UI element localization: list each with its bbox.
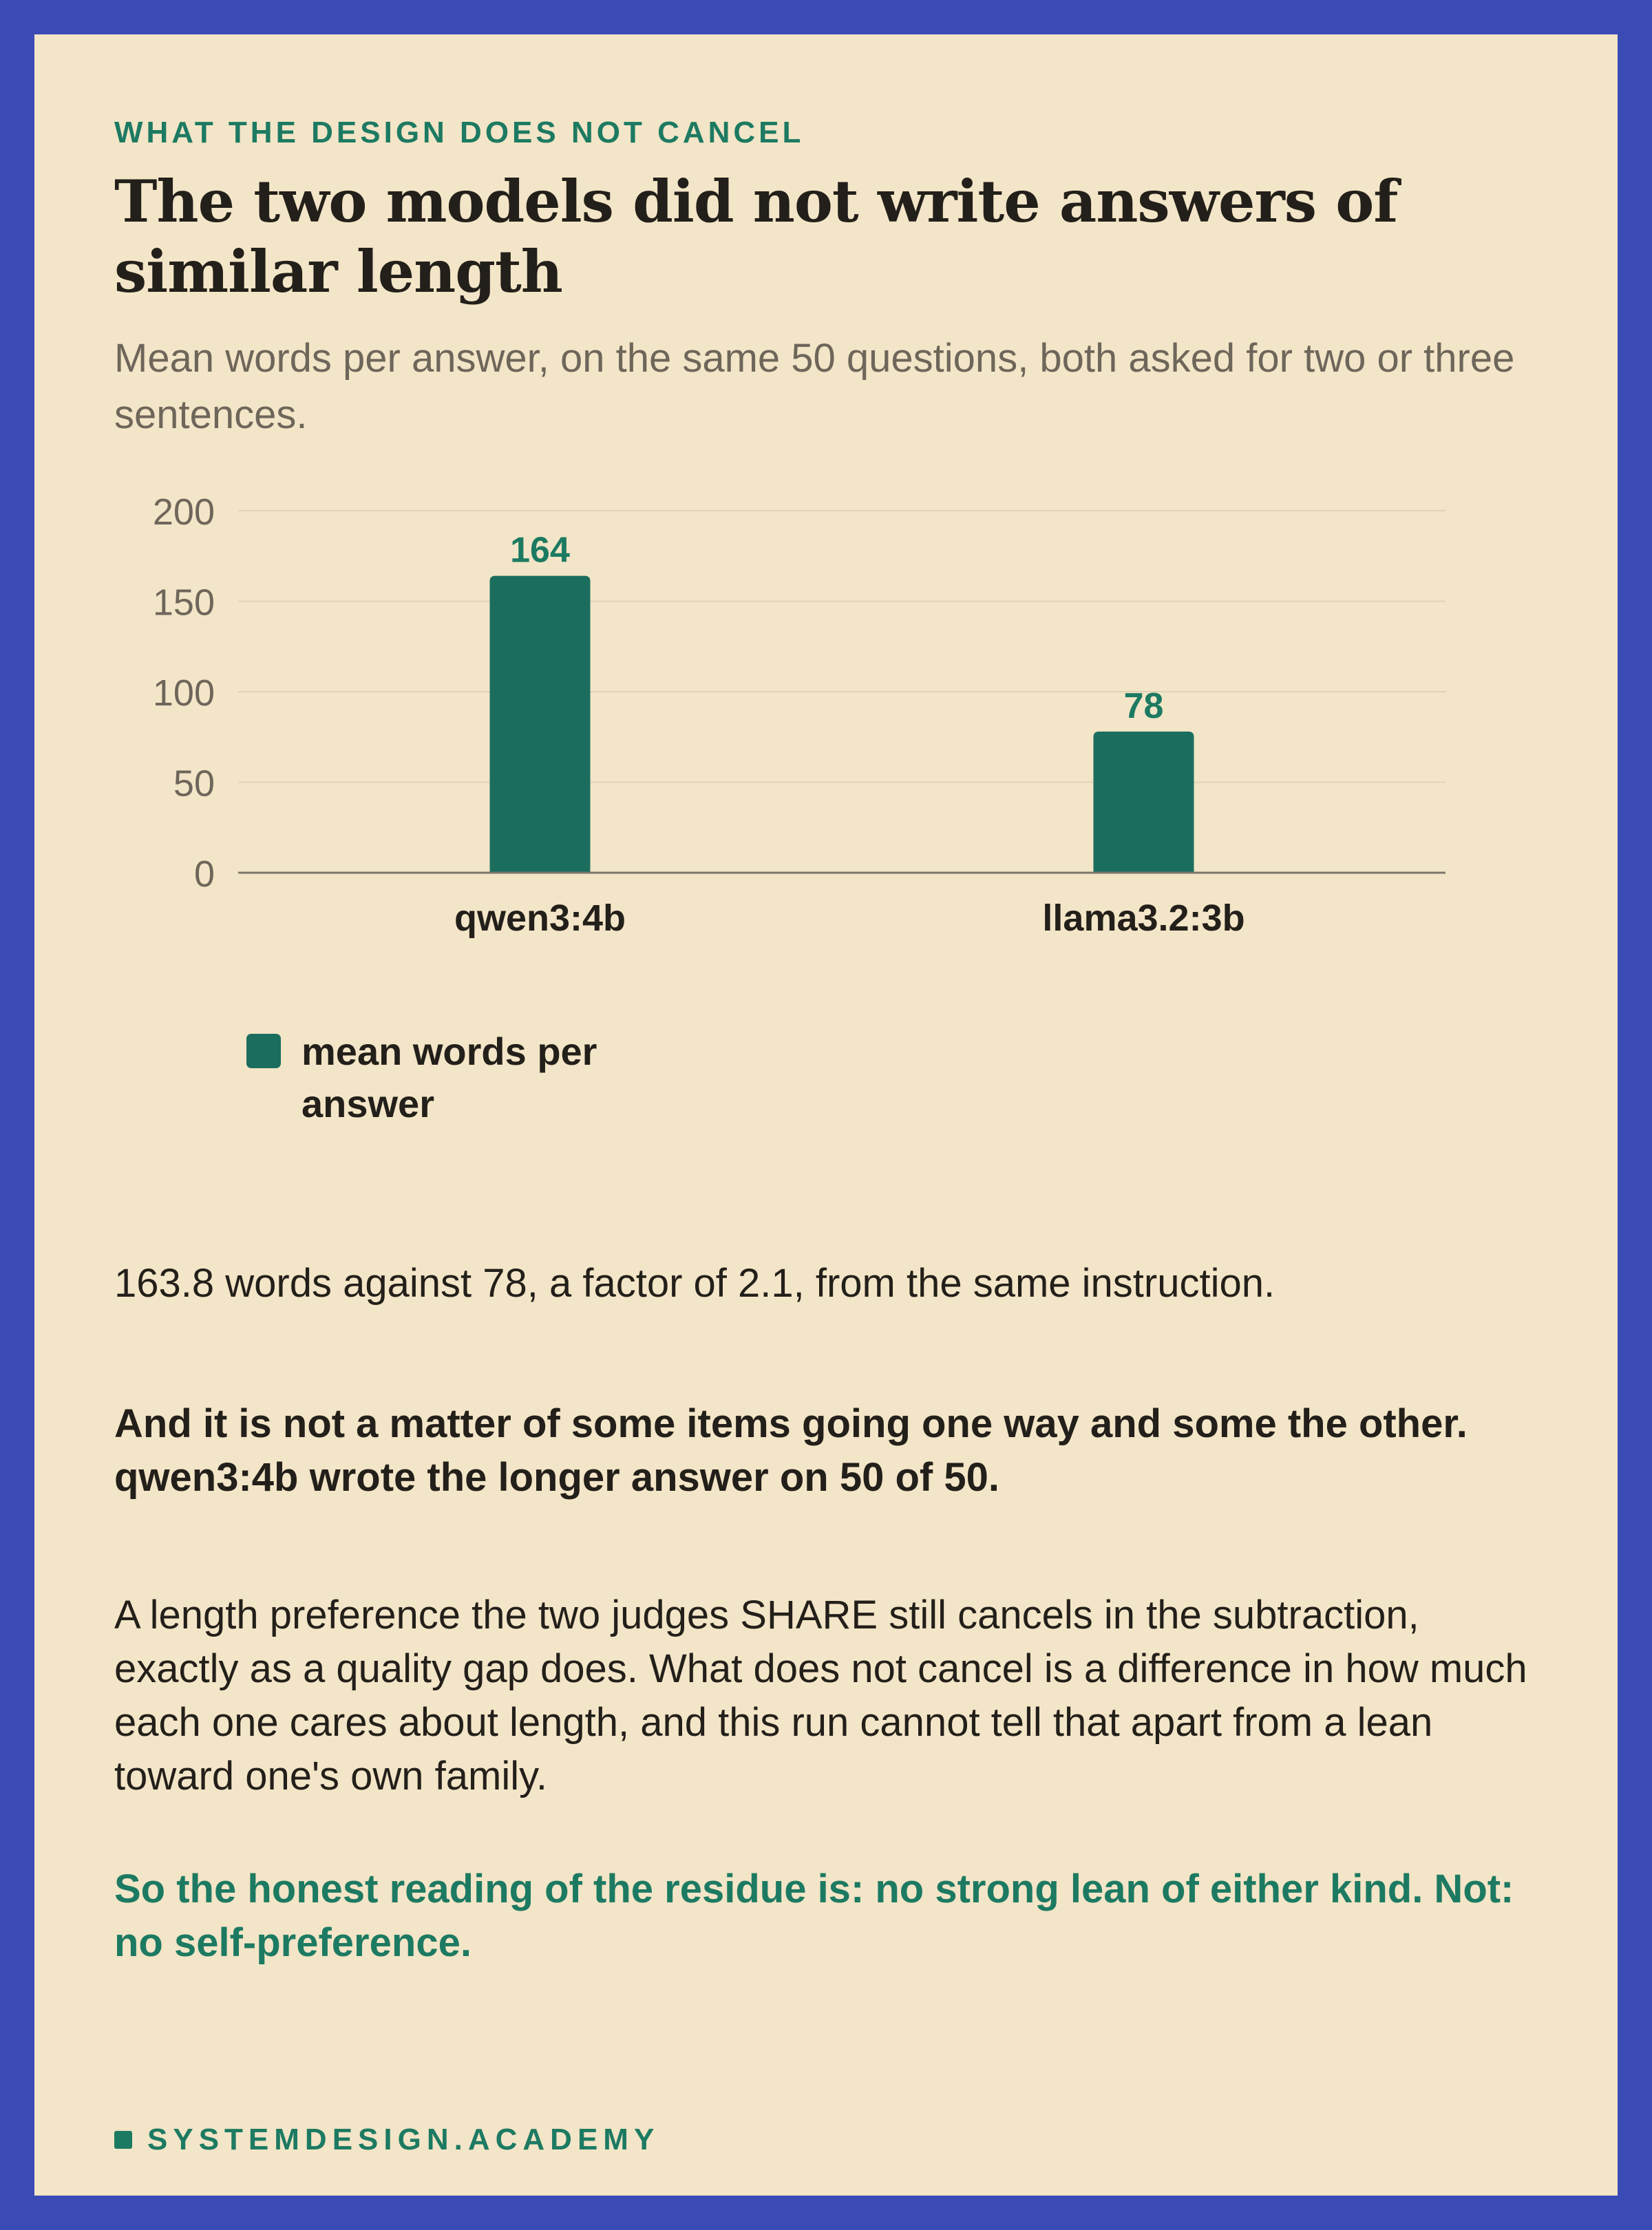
legend-swatch <box>246 1034 281 1068</box>
paragraph-consistency: And it is not a matter of some items going one way and some the other. qwen3:4b wrote the longer answer on 50 of 50. <box>114 1401 1468 1500</box>
card <box>34 34 1618 2196</box>
x-tick-label: qwen3:4b <box>454 898 626 939</box>
paragraph-conclusion: So the honest reading of the residue is: no strong lean of either kind. Not: no self-preference. <box>114 1867 1514 1965</box>
y-tick-label: 100 <box>152 672 215 714</box>
footer-brand: SYSTEMDESIGN.ACADEMY <box>147 2123 660 2156</box>
y-tick-label: 200 <box>152 491 215 533</box>
y-tick-label: 50 <box>173 763 215 805</box>
x-tick-label: llama3.2:3b <box>1042 898 1245 939</box>
eyebrow: WHAT THE DESIGN DOES NOT CANCEL <box>114 116 805 149</box>
bar <box>490 576 591 873</box>
y-tick-label: 0 <box>193 853 215 895</box>
paragraph-explanation: A length preference the two judges SHARE still cancels in the subtraction, exactly as a quality gap does. What does not cancel is a difference in how much each one cares about length, and this run cannot tell that apart from a lean toward one's own family. <box>114 1593 1527 1798</box>
paragraph-ratio: 163.8 words against 78, a factor of 2.1, from the same instruction. <box>114 1261 1275 1306</box>
brand-mark-icon <box>114 2131 132 2149</box>
footer <box>114 2123 659 2157</box>
bar-chart <box>34 34 1618 1026</box>
data-label: 78 <box>1123 686 1164 726</box>
chart-subtitle: Mean words per answer, on the same 50 questions, both asked for two or three sentences. <box>114 336 1515 437</box>
bar <box>1094 732 1194 873</box>
chart-legend <box>246 1026 687 1130</box>
data-label: 164 <box>510 530 570 571</box>
page-title: The two models did not write answers of similar length <box>114 167 1398 306</box>
legend-label: mean words per answer <box>301 1030 597 1125</box>
y-tick-label: 150 <box>152 582 215 624</box>
